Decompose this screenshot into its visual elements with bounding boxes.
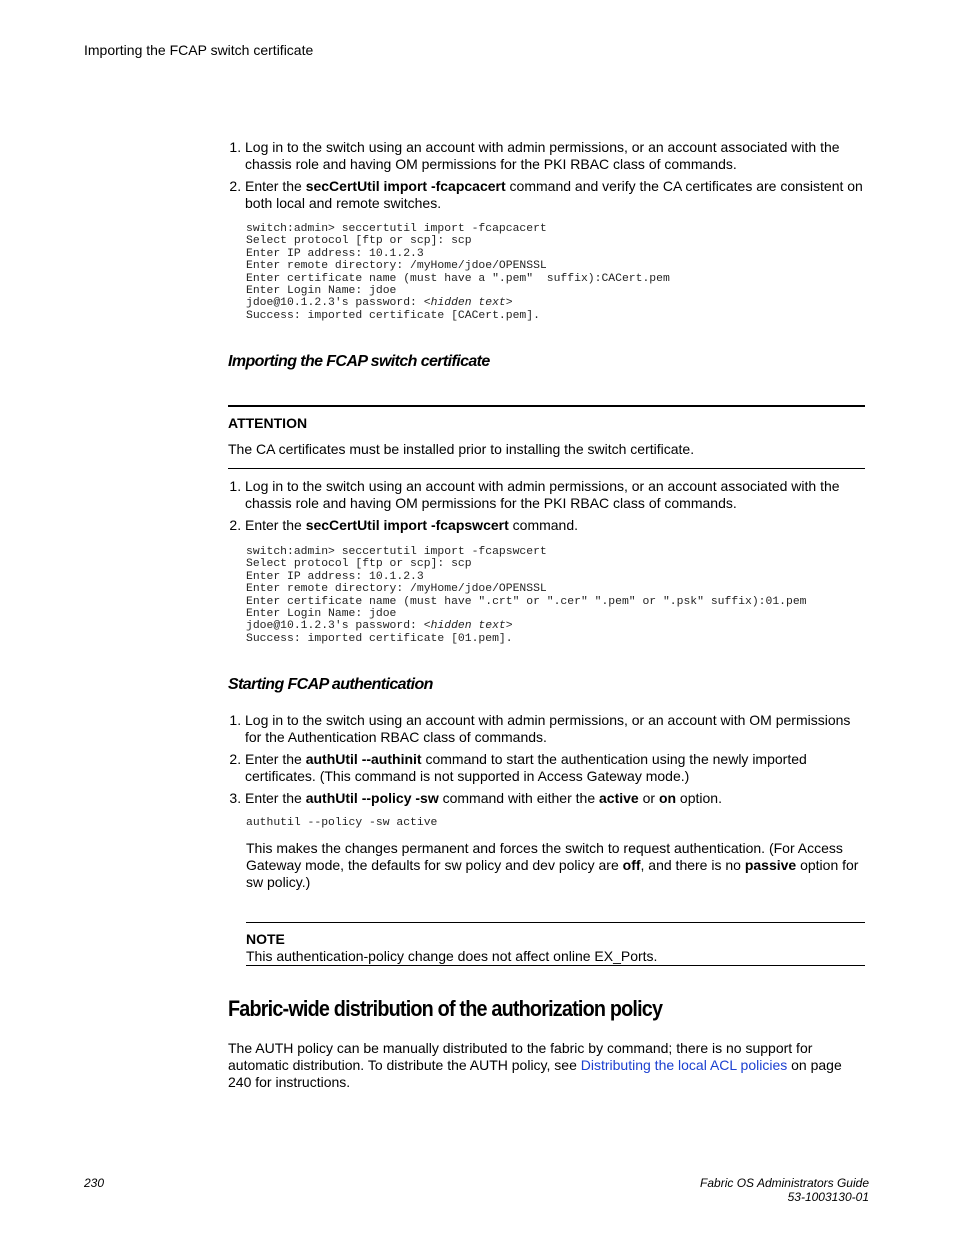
note-top-rule [246,922,865,923]
section-heading: Importing the FCAP switch certificate [228,353,490,370]
note-label: NOTE [246,931,285,947]
note-text: This authentication-policy change does not affect online EX_Ports. [246,948,658,964]
running-header: Importing the FCAP switch certificate [84,42,314,58]
footer-doc-number: 53-1003130-01 [787,1190,869,1204]
list-item: 1. Log in to the switch using an account with admin permissions, or an account associated with the chassis role and having OM permissions for the PKI RBAC class of commands. [245,139,865,173]
list-item: 2. Enter the authUtil --authinit command to start the authentication using the newly imported certificates. (This command is not supported in Access Gateway mode.) [245,751,865,785]
code-block-swcert: switch:admin> seccertutil import -fcapswcert Select protocol [ftp or scp]: scp Enter IP address: 10.1.2.3 Enter remote directory: /myHome/jdoe/OPENSSL Enter certificate name (must have ".crt" or ".cer" ".pem" or ".psk" suffix):01.pem Enter Login Name: jdoe jdoe@10.1.2.3's password: <hidden text> Success: imported certificate [01.pem]. [246,546,807,645]
section1-steps [228,139,865,217]
attention-text: The CA certificates must be installed prior to installing the switch certificate. [228,441,695,457]
code-block-cacert: switch:admin> seccertutil import -fcapcacert Select protocol [ftp or scp]: scp Enter IP address: 10.1.2.3 Enter remote directory: /myHome/jdoe/OPENSSL Enter certificate name (must have a ".pem" suffix):CACert.pem Enter Login Name: jdoe jdoe@10.1.2.3's password: <hidden text> Success: imported certificate [CACert.pem]. [246,223,670,322]
section3-steps [228,712,865,812]
attention-bottom-rule [228,468,865,469]
cross-reference-link[interactable]: Distributing the local ACL policies [580,1057,788,1073]
list-item: 1. Log in to the switch using an account with admin permissions, or an account with OM permissions for the Authentication RBAC class of commands. [245,712,865,746]
attention-top-rule [228,405,865,407]
list-item: 2. Enter the secCertUtil import -fcapcacert command and verify the CA certificates are consistent on both local and remote switches. [245,178,865,212]
list-item: 2. Enter the secCertUtil import -fcapswcert command. [245,517,865,534]
policy-paragraph: This makes the changes permanent and forces the switch to request authentication. (For Access Gateway mode, the defaults for sw policy and dev policy are off, and there is no passive option for sw policy.) [246,840,859,890]
section-title: Fabric-wide distribution of the authorization policy [228,996,663,1021]
footer-doc-title: Fabric OS Administrators Guide [700,1176,869,1190]
section2-steps [228,478,865,539]
note-bottom-rule [246,965,865,966]
section-heading: Starting FCAP authentication [228,676,433,693]
list-item: 1. Log in to the switch using an account with admin permissions, or an account associated with the chassis role and having OM permissions for the PKI RBAC class of commands. [245,478,865,512]
footer-doc-info [700,1176,869,1204]
attention-label: ATTENTION [228,415,308,431]
code-line-authutil: authutil --policy -sw active [246,817,438,829]
list-item: 3. Enter the authUtil --policy -sw command with either the active or on option. [245,790,865,807]
page-number: 230 [84,1176,105,1190]
auth-distribution-paragraph: The AUTH policy can be manually distributed to the fabric by command; there is no support for automatic distribution. To distribute the AUTH policy, see Distributing the local ACL policies on page 240 for instructions. [228,1040,842,1090]
